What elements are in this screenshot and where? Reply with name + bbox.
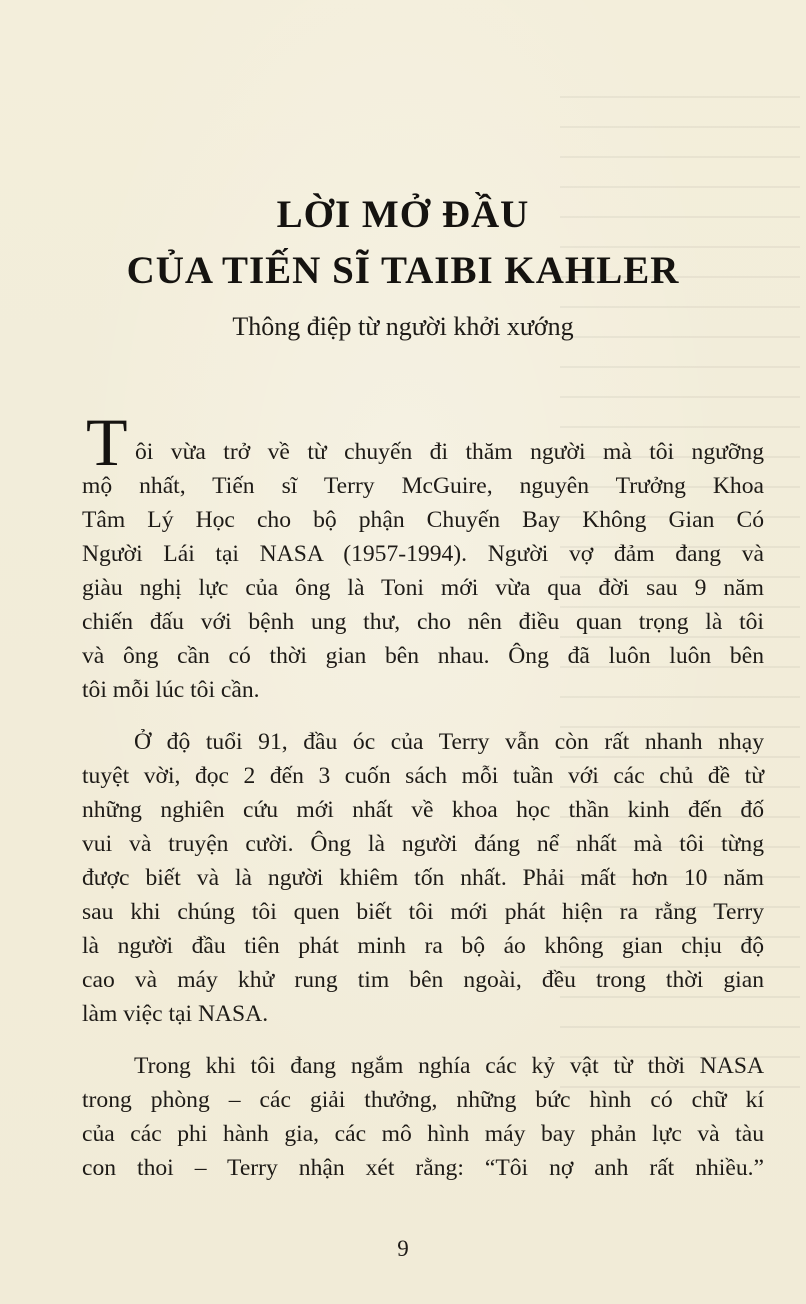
chapter-title-line-1: LỜI MỞ ĐẦU (276, 193, 530, 236)
paragraph-1-line: giàu nghị lực của ông là Toni mới vừa qua đời sau 9 năm (82, 575, 764, 601)
paragraph-2-line: sau khi chúng tôi quen biết tôi mới phát hiện ra rằng Terry (82, 899, 764, 925)
paragraph-1-line: ôi vừa trở về từ chuyến đi thăm người mà tôi ngưỡng (135, 439, 764, 465)
paragraph-1-line: Tâm Lý Học cho bộ phận Chuyến Bay Không Gian Có (82, 507, 764, 533)
paragraph-2-line: tuyệt vời, đọc 2 đến 3 cuốn sách mỗi tuần với các chủ đề từ (82, 763, 764, 789)
drop-cap: T (86, 404, 128, 480)
paragraph-2-line: Ở độ tuổi 91, đầu óc của Terry vẫn còn rất nhanh nhạy (134, 729, 764, 755)
paragraph-3-line: của các phi hành gia, các mô hình máy bay phản lực và tàu (82, 1121, 764, 1147)
paragraph-2-line: là người đầu tiên phát minh ra bộ áo không gian chịu độ (82, 933, 764, 959)
page-number: 9 (397, 1236, 409, 1261)
paragraph-1-line: mộ nhất, Tiến sĩ Terry McGuire, nguyên Trưởng Khoa (82, 473, 764, 499)
paragraph-1-line: Người Lái tại NASA (1957-1994). Người vợ đảm đang và (82, 541, 764, 567)
paragraph-1-line: và ông cần có thời gian bên nhau. Ông đã luôn luôn bên (82, 643, 764, 669)
paragraph-3-line: con thoi – Terry nhận xét rằng: “Tôi nợ anh rất nhiều.” (82, 1155, 764, 1181)
paragraph-2-line: được biết và là người khiêm tốn nhất. Phải mất hơn 10 năm (82, 865, 764, 891)
chapter-title-line-2: CỦA TIẾN SĨ TAIBI KAHLER (126, 249, 680, 292)
paragraph-1-line: tôi mỗi lúc tôi cần. (82, 677, 260, 703)
paragraph-3-line: Trong khi tôi đang ngắm nghía các kỷ vật từ thời NASA (134, 1053, 764, 1079)
paragraph-2-line: những nghiên cứu mới nhất về khoa học thần kinh đến đố (82, 797, 764, 823)
chapter-subtitle: Thông điệp từ người khởi xướng (232, 312, 574, 341)
paragraph-3-line: trong phòng – các giải thưởng, những bức hình có chữ kí (82, 1087, 764, 1113)
paragraph-1-line: chiến đấu với bệnh ung thư, cho nên điều quan trọng là tôi (82, 609, 764, 635)
paragraph-2-line: làm việc tại NASA. (82, 1001, 269, 1027)
paragraph-2-line: cao và máy khử rung tim bên ngoài, đều trong thời gian (82, 967, 764, 993)
paragraph-2-line: vui và truyện cười. Ông là người đáng nể nhất mà tôi từng (82, 831, 764, 857)
